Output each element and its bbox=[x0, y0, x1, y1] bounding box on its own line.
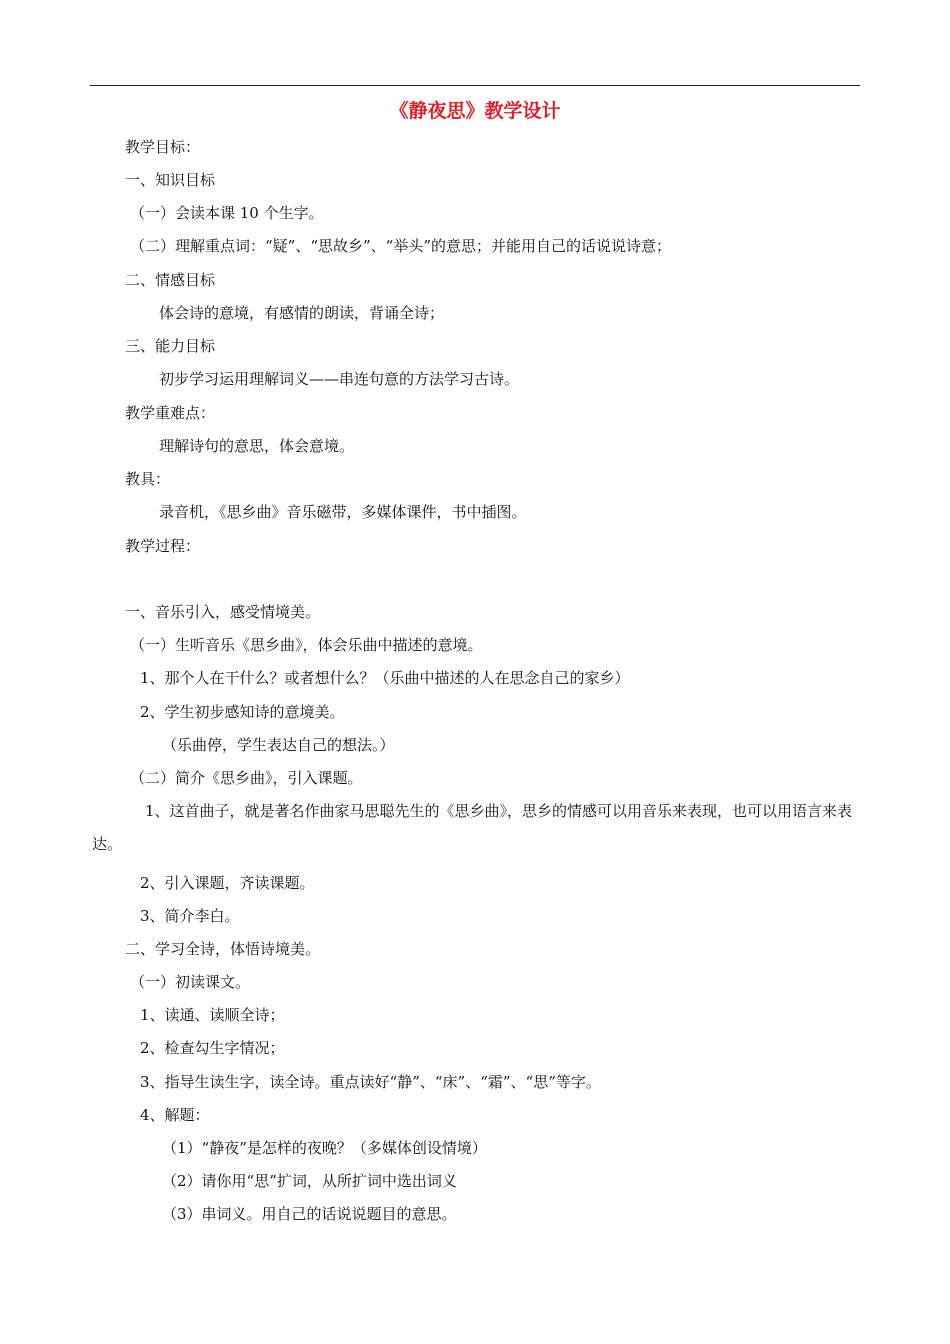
text-line: 三、能力目标 bbox=[125, 337, 216, 355]
text-line: （二）简介《思乡曲》，引入课题。 bbox=[130, 769, 363, 787]
text-paragraph: 1、这首曲子，就是著名作曲家马思聪先生的《思乡曲》，思乡的情感可以用音乐来表现，也可以用语言来表达。 bbox=[92, 802, 853, 853]
text-line: （2）请你用“思”扩词，从所扩词中选出词义 bbox=[162, 1172, 457, 1190]
text-line: 2、检查勾生字情况； bbox=[140, 1039, 285, 1057]
text-line: （二）理解重点词：“疑”、“思故乡”、“举头”的意思；并能用自己的话说说诗意； bbox=[130, 237, 672, 255]
text-line: 初步学习运用理解词义——串连句意的方法学习古诗。 bbox=[159, 370, 520, 388]
text-line: 教学目标： bbox=[125, 138, 201, 156]
text-line: （3）串词义。用自己的话说说题目的意思。 bbox=[162, 1205, 457, 1223]
text-line: （一）生听音乐《思乡曲》，体会乐曲中描述的意境。 bbox=[130, 636, 483, 654]
text-line: 一、知识目标 bbox=[125, 171, 216, 189]
text-line: 2、引入课题，齐读课题。 bbox=[140, 874, 315, 892]
text-line: 1、读通、读顺全诗； bbox=[140, 1006, 285, 1024]
document-title: 《静夜思》教学设计 bbox=[389, 100, 561, 122]
header-rule bbox=[90, 85, 860, 86]
text-line: 教学过程： bbox=[125, 537, 201, 555]
text-line: 2、学生初步感知诗的意境美。 bbox=[140, 703, 345, 721]
text-line: （一）初读课文。 bbox=[130, 973, 251, 991]
text-line: 教具： bbox=[125, 470, 171, 488]
text-line: 理解诗句的意思，体会意境。 bbox=[159, 437, 355, 455]
text-line: 体会诗的意境，有感情的朗读，背诵全诗； bbox=[159, 304, 445, 322]
text-line: 4、解题： bbox=[140, 1106, 210, 1124]
text-line: （1）“静夜”是怎样的夜晚？（多媒体创设情境） bbox=[162, 1139, 487, 1157]
text-line: 3、简介李白。 bbox=[140, 907, 240, 925]
text-line: （一）会读本课 10 个生字。 bbox=[130, 204, 324, 222]
text-line: 二、学习全诗，体悟诗境美。 bbox=[125, 940, 321, 958]
text-line: 教学重难点： bbox=[125, 404, 216, 422]
text-line: 3、指导生读生字，读全诗。重点读好“静”、“床”、“霜”、“思”等字。 bbox=[140, 1073, 601, 1091]
text-line: 录音机，《思乡曲》音乐磁带，多媒体课件，书中插图。 bbox=[159, 503, 527, 521]
text-line: 1、那个人在干什么？或者想什么？（乐曲中描述的人在思念自己的家乡） bbox=[140, 669, 630, 687]
text-line: （乐曲停，学生表达自己的想法。） bbox=[162, 736, 395, 754]
text-line: 一、音乐引入，感受情境美。 bbox=[125, 603, 321, 621]
text-line: 二、情感目标 bbox=[125, 271, 216, 289]
